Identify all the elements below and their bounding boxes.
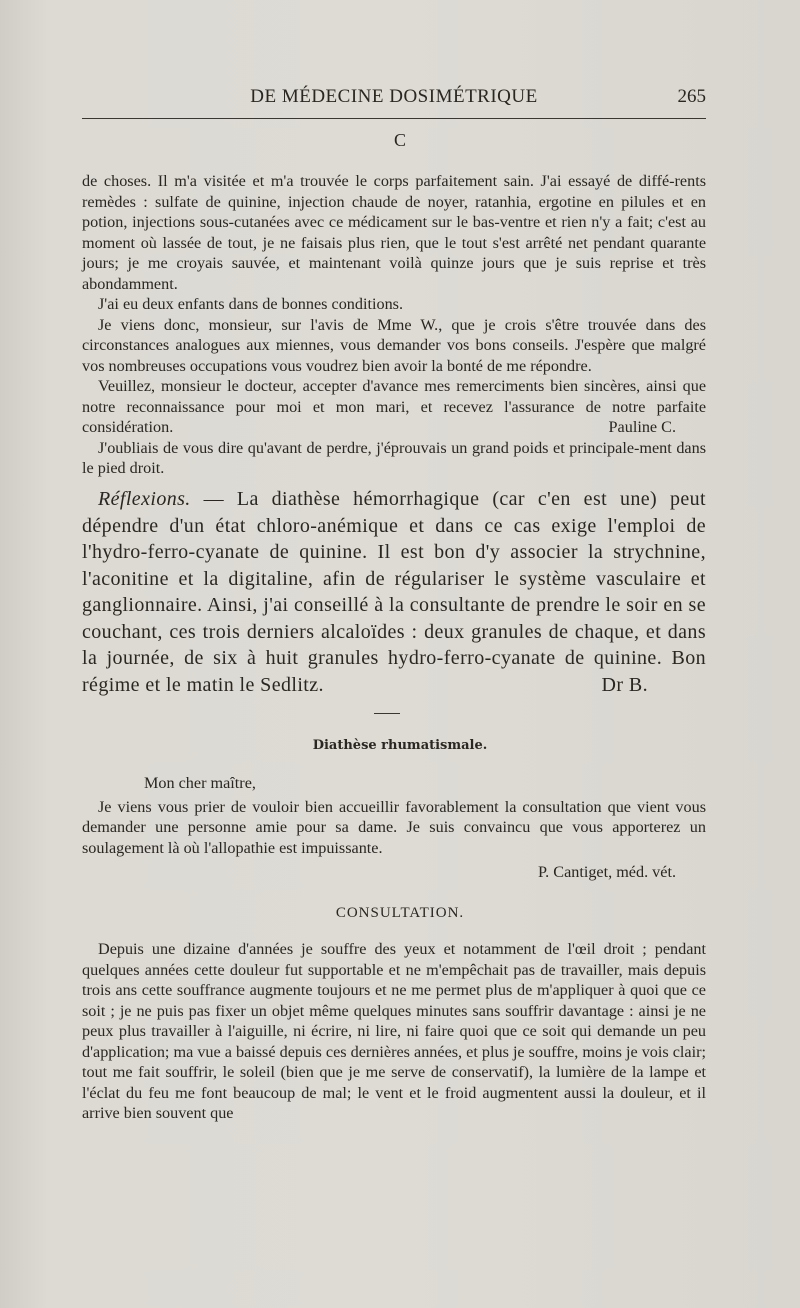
consultation-text: [82, 939, 706, 1124]
section-separator: [374, 713, 400, 714]
page-number: 265: [677, 86, 706, 107]
letter-paragraph: de choses. Il m'a visitée et m'a trouvée le corps parfaitement sain. J'ai essayé de diffé-rents remèdes : sulfate de quinine, injection chaude de noyer, ratanhia, ergotine en pilules et en potion, injections sous-cutanées avec ce médicament sur le bas-ventre et rien n'y a fait; c'est au moment où lassée de tout, je ne faisais plus rien, que le tout s'est arrêté net pendant quarante jours; je me croyais sauvée, et maintenant voilà quinze jours que je suis reprise et très abondamment.: [82, 172, 706, 293]
letter-postscript: J'oubliais de vous dire qu'avant de perdre, j'éprouvais un grand poids et principale-ment dans le pied droit.: [82, 438, 706, 477]
letter-signature: Pauline C.: [608, 418, 676, 436]
consultation-paragraph: Depuis une dizaine d'années je souffre des yeux et notamment de l'œil droit ; pendant quelques années cette douleur fut supportable et ne m'empêchait pas de travailler, mais depuis trois ans cette souffrance augmente toujours et ne me permet plus de m'appliquer à quoi que ce soit ; je ne puis pas fixer un objet même quelques minutes sans souffrir davantage : ainsi je ne peux plus travailler à l'aiguille, ni écrire, ni lire, ni faire quoi que ce soit qui demande un peu d'application; ma vue a baissé depuis ces dernières années, et plus je souffre, moins je vois clair; tout me fait souffrir, le soleil (bien que je me serve de conservatif), la lumière de la lampe et l'éclat du feu me font beaucoup de mal; le vent et le froid augmentent aussi la douleur, et il arrive bien souvent que: [82, 940, 706, 1122]
reflexions-text: — La diathèse hémorrhagique (car c'en est une) peut dépendre d'un état chloro-anémique et dans ce cas exige l'emploi de l'hydro-ferro-cyanate de quinine. Il est bon d'y associer la strychnine, l'aconitine et la digitaline, afin de régulariser le système vasculaire et ganglionnaire. Ainsi, j'ai conseillé à la consultante de prendre le soir en se couchant, ces trois derniers alcaloïdes : deux granules de chaque, et dans la journée, de six à huit granules hydro-ferro-cyanate de quinine. Bon régime et le matin le Sedlitz.: [82, 488, 706, 696]
letter-paragraph: J'ai eu deux enfants dans de bonnes conditions.: [98, 295, 404, 313]
header-rule: [82, 118, 706, 119]
letter-paragraph: Je viens donc, monsieur, sur l'avis de Mme W., que je crois s'être trouvée dans des circonstances analogues aux miennes, vous demander vos bons conseils. J'espère que malgré vos nombreuses occupations vous voudrez bien avoir la bonté de me répondre.: [82, 315, 706, 375]
letter-signature: P. Cantiget, méd. vét.: [537, 863, 676, 881]
running-title: DE MÉDECINE DOSIMÉTRIQUE: [250, 86, 538, 107]
consultation-title: CONSULTATION.: [335, 905, 465, 921]
letter-body: Je viens vous prier de vouloir bien accueillir favorablement la consultation que vient vous demander une personne amie pour sa dame. Je suis convaincu que vous apporterez un soulagement là où l'allopathie est impuissante.: [82, 797, 706, 857]
reflexions-block: [82, 486, 706, 698]
letter-paragraph: Veuillez, monsieur le docteur, accepter d'avance mes remerciments bien sincères, ainsi que notre reconnaissance pour moi et mon mari, et recevez l'assurance de notre parfaite considération.: [82, 377, 706, 436]
reflexions-signature: Dr B.: [601, 673, 648, 696]
letter-salutation: Mon cher maître,: [144, 774, 256, 792]
letter-pauline: [82, 171, 706, 479]
reflexions-label: Réflexions.: [98, 488, 191, 510]
signature-mark: C: [393, 130, 406, 150]
page-header: [82, 86, 706, 112]
letter-cantiget: [82, 773, 706, 883]
section-title: Diathèse rhumatismale.: [312, 738, 488, 753]
